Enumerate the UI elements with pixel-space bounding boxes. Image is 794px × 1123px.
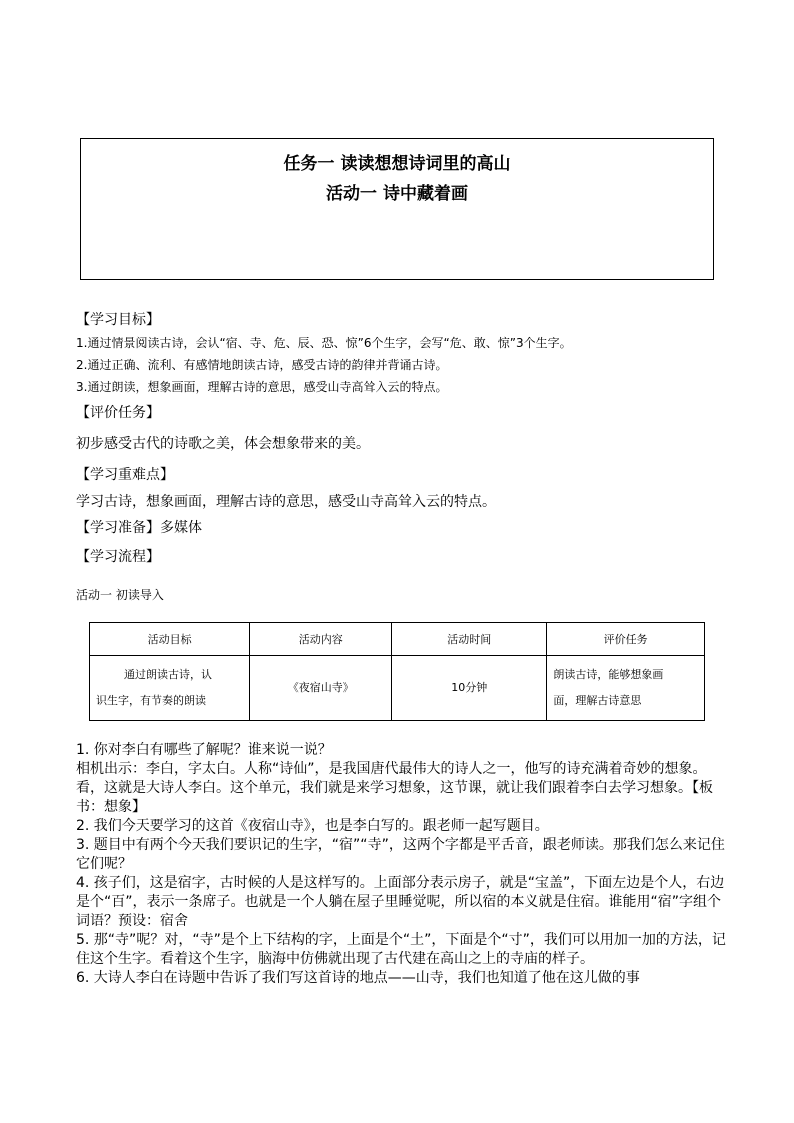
activity-table <box>89 622 705 721</box>
objective-2: 2.通过正确、流利、有感情地朗读古诗，感受古诗的韵律并背诵古诗。 <box>76 358 448 372</box>
cell-time <box>392 656 547 721</box>
header-goal: 活动目标 <box>90 623 250 656</box>
lesson-body <box>76 741 730 988</box>
table-row <box>90 656 705 721</box>
title-box <box>80 138 714 280</box>
body-paragraph-2: 相机出示：李白，字太白。人称“诗仙”，是我国唐代最伟大的诗人之一，他写的诗充满着奇妙的想象。看，这就是大诗人李白。这个单元，我们就是来学习想象，这节课，就让我们跟着李白去学习想象。【板书：想象】 <box>76 761 713 815</box>
keypoints-text: 学习古诗，想象画面，理解古诗的意思，感受山寺高耸入云的特点。 <box>76 494 496 510</box>
body-paragraph-6: 5. 那“寺”呢？对，“寺”是个上下结构的字，上面是个“土”，下面是个“寸”，我们可以用加一加的方法，记住这个生字。看着这个生字，脑海中仿佛就出现了古代建在高山之上的寺庙的样子。 <box>76 932 726 967</box>
process-heading: 【学习流程】 <box>76 549 160 565</box>
activity-label: 活动一 初读导入 <box>76 588 164 602</box>
cell-task <box>547 656 705 721</box>
objective-3: 3.通过朗读，想象画面，理解古诗的意思，感受山寺高耸入云的特点。 <box>76 380 448 394</box>
preparation: 【学习准备】多媒体 <box>76 520 202 536</box>
header-content: 活动内容 <box>250 623 392 656</box>
task-line-2: 面，理解古诗意思 <box>553 694 642 707</box>
goal-line-1: 通过朗读古诗，认 <box>124 668 212 681</box>
table-header-row <box>90 623 705 656</box>
activity-title: 活动一 诗中藏着画 <box>326 184 468 204</box>
goal-line-2: 识生字，有节奏的朗读 <box>96 694 206 707</box>
body-paragraph-4: 3. 题目中有两个今天我们要识记的生字，“宿”“寺”，这两个字都是平舌音，跟老师读。那我们怎么来记住它们呢？ <box>76 837 725 872</box>
objective-1: 1.通过情景阅读古诗，会认“宿、寺、危、辰、恐、惊”6个生字，会写“危、敢、惊”3个生字。 <box>76 336 572 350</box>
body-paragraph-5: 4. 孩子们，这是宿字，古时候的人是这样写的。上面部分表示房子，就是“宝盖”，下面左边是个人，右边是个“百”，表示一条席子。也就是一个人躺在屋子里睡觉呢，所以宿的本义就是住宿。谁能用“宿”字组个词语？预设：宿舍 <box>76 875 725 929</box>
time-value: 10分钟 <box>451 681 488 694</box>
task-title: 任务一 读读想想诗词里的高山 <box>283 154 511 174</box>
cell-goal <box>90 656 250 721</box>
cell-content: 《夜宿山寺》 <box>250 656 392 721</box>
evaluation-text: 初步感受古代的诗歌之美，体会想象带来的美。 <box>76 436 370 452</box>
objectives-heading: 【学习目标】 <box>76 312 160 328</box>
header-task: 评价任务 <box>547 623 705 656</box>
evaluation-heading: 【评价任务】 <box>76 405 160 421</box>
task-line-1: 朗读古诗，能够想象画 <box>553 668 664 681</box>
body-paragraph-1: 1. 你对李白有哪些了解呢？谁来说一说？ <box>76 742 332 758</box>
body-paragraph-3: 2. 我们今天要学习的这首《夜宿山寺》，也是李白写的。跟老师一起写题目。 <box>76 818 549 834</box>
header-time: 活动时间 <box>392 623 547 656</box>
body-paragraph-7: 6. 大诗人李白在诗题中告诉了我们写这首诗的地点——山寺，我们也知道了他在这儿做的事 <box>76 970 640 986</box>
keypoints-heading: 【学习重难点】 <box>76 467 174 483</box>
